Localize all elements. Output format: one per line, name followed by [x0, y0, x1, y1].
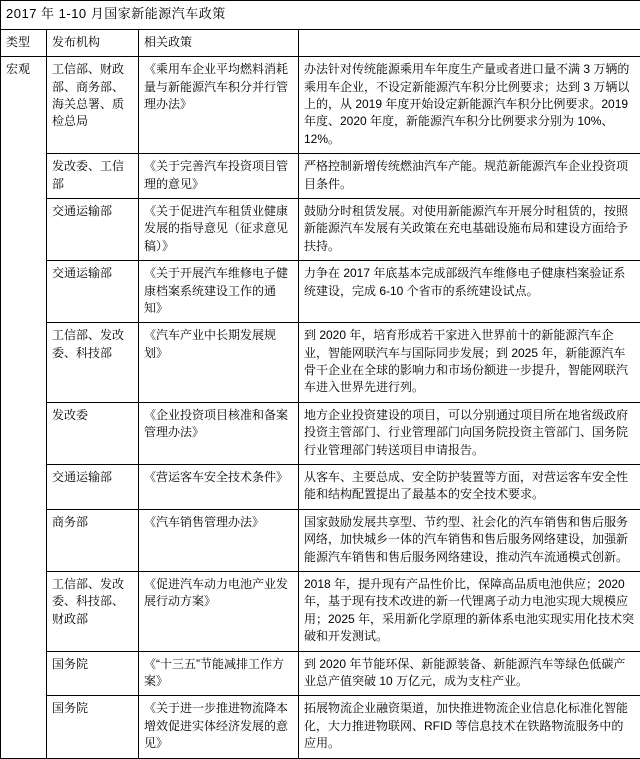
org-cell: 发改委 — [47, 402, 139, 464]
table-title-row — [1, 1, 640, 30]
org-cell: 国务院 — [47, 696, 139, 758]
policy-cell: 《汽车销售管理办法》 — [139, 509, 299, 571]
table-row — [1, 402, 640, 464]
table-title: 2017 年 1-10 月国家新能源汽车政策 — [1, 1, 640, 30]
table-row — [1, 509, 640, 571]
policy-cell: 《关于促进汽车租赁业健康发展的指导意见（征求意见稿）》 — [139, 198, 299, 260]
description-cell: 2018 年，提升现有产品性价比，保障高品质电池供应；2020 年，基于现有技术改进的新一代锂离子动力电池实现大规模应用；2025 年，采用新化学原理的新体系电池实现实用化技术突破和开发测试。 — [299, 572, 640, 652]
table-row — [1, 261, 640, 323]
policy-cell: 《企业投资项目核准和备案管理办法》 — [139, 402, 299, 464]
description-cell: 鼓励分时租赁发展。对使用新能源汽车开展分时租赁的，按照新能源汽车发展有关政策在充电基础设施布局和建设方面给予扶持。 — [299, 198, 640, 260]
policy-cell: 《关于完善汽车投资项目管理的意见》 — [139, 154, 299, 199]
table-row — [1, 465, 640, 510]
table-row — [1, 57, 640, 154]
table-row — [1, 198, 640, 260]
column-header-policy: 相关政策 — [139, 29, 299, 56]
description-cell: 办法针对传统能源乘用车年度生产量或者进口量不满 3 万辆的乘用车企业，不设定新能源汽车积分比例要求；达到 3 万辆以上的，从 2019 年度开始设定新能源汽车积分比例要求。2019 年度、2020 年度，新能源汽车积分比例要求分别为 10%、12%。 — [299, 57, 640, 154]
org-cell: 国务院 — [47, 651, 139, 696]
org-cell: 交通运输部 — [47, 198, 139, 260]
org-cell: 交通运输部 — [47, 465, 139, 510]
table-body — [1, 57, 640, 758]
column-header-org: 发布机构 — [47, 29, 139, 56]
description-cell: 严格控制新增传统燃油汽车产能。规范新能源汽车企业投资项目条件。 — [299, 154, 640, 199]
table-row — [1, 572, 640, 652]
description-cell: 地方企业投资建设的项目，可以分别通过项目所在地省级政府投资主管部门、行业管理部门向国务院投资主管部门、国务院行业管理部门转送项目申请报告。 — [299, 402, 640, 464]
policy-cell: 《“十三五”节能减排工作方案》 — [139, 651, 299, 696]
policy-cell: 《营运客车安全技术条件》 — [139, 465, 299, 510]
description-cell: 国家鼓励发展共享型、节约型、社会化的汽车销售和售后服务网络，加快城乡一体的汽车销售和售后服务网络建设，加强新能源汽车销售和售后服务网络建设，推动汽车流通模式创新。 — [299, 509, 640, 571]
table-row — [1, 651, 640, 696]
org-cell: 商务部 — [47, 509, 139, 571]
policy-cell: 《汽车产业中长期发展规划》 — [139, 323, 299, 403]
description-cell: 拓展物流企业融资渠道，加快推进物流企业信息化标准化智能化，大力推进物联网、RFID 等信息技术在铁路物流服务中的应用。 — [299, 696, 640, 758]
policy-cell: 《关于进一步推进物流降本增效促进实体经济发展的意见》 — [139, 696, 299, 758]
policy-cell: 《促进汽车动力电池产业发展行动方案》 — [139, 572, 299, 652]
org-cell: 工信部、财政部、商务部、海关总署、质检总局 — [47, 57, 139, 154]
org-cell: 交通运输部 — [47, 261, 139, 323]
description-cell: 到 2020 年，培育形成若干家进入世界前十的新能源汽车企业，智能网联汽车与国际同步发展；到 2025 年，新能源汽车骨干企业在全球的影响力和市场份额进一步提升，智能网联汽车进入世界先进行列。 — [299, 323, 640, 403]
table-header-row — [1, 29, 640, 56]
org-cell: 工信部、发改委、科技部 — [47, 323, 139, 403]
column-header-type: 类型 — [1, 29, 47, 56]
category-cell: 宏观 — [1, 57, 47, 758]
policy-cell: 《关于开展汽车维修电子健康档案系统建设工作的通知》 — [139, 261, 299, 323]
table-row — [1, 154, 640, 199]
table-row — [1, 696, 640, 758]
description-cell: 力争在 2017 年底基本完成部级汽车维修电子健康档案验证系统建设，完成 6-10 个省市的系统建设试点。 — [299, 261, 640, 323]
description-cell: 从客车、主要总成、安全防护装置等方面，对营运客车安全性能和结构配置提出了最基本的安全技术要求。 — [299, 465, 640, 510]
description-cell: 到 2020 年节能环保、新能源装备、新能源汽车等绿色低碳产业总产值突破 10 万亿元，成为支柱产业。 — [299, 651, 640, 696]
table-row — [1, 323, 640, 403]
policy-cell: 《乘用车企业平均燃料消耗量与新能源汽车积分并行管理办法》 — [139, 57, 299, 154]
org-cell: 工信部、发改委、科技部、财政部 — [47, 572, 139, 652]
column-header-desc — [299, 29, 640, 56]
org-cell: 发改委、工信部 — [47, 154, 139, 199]
